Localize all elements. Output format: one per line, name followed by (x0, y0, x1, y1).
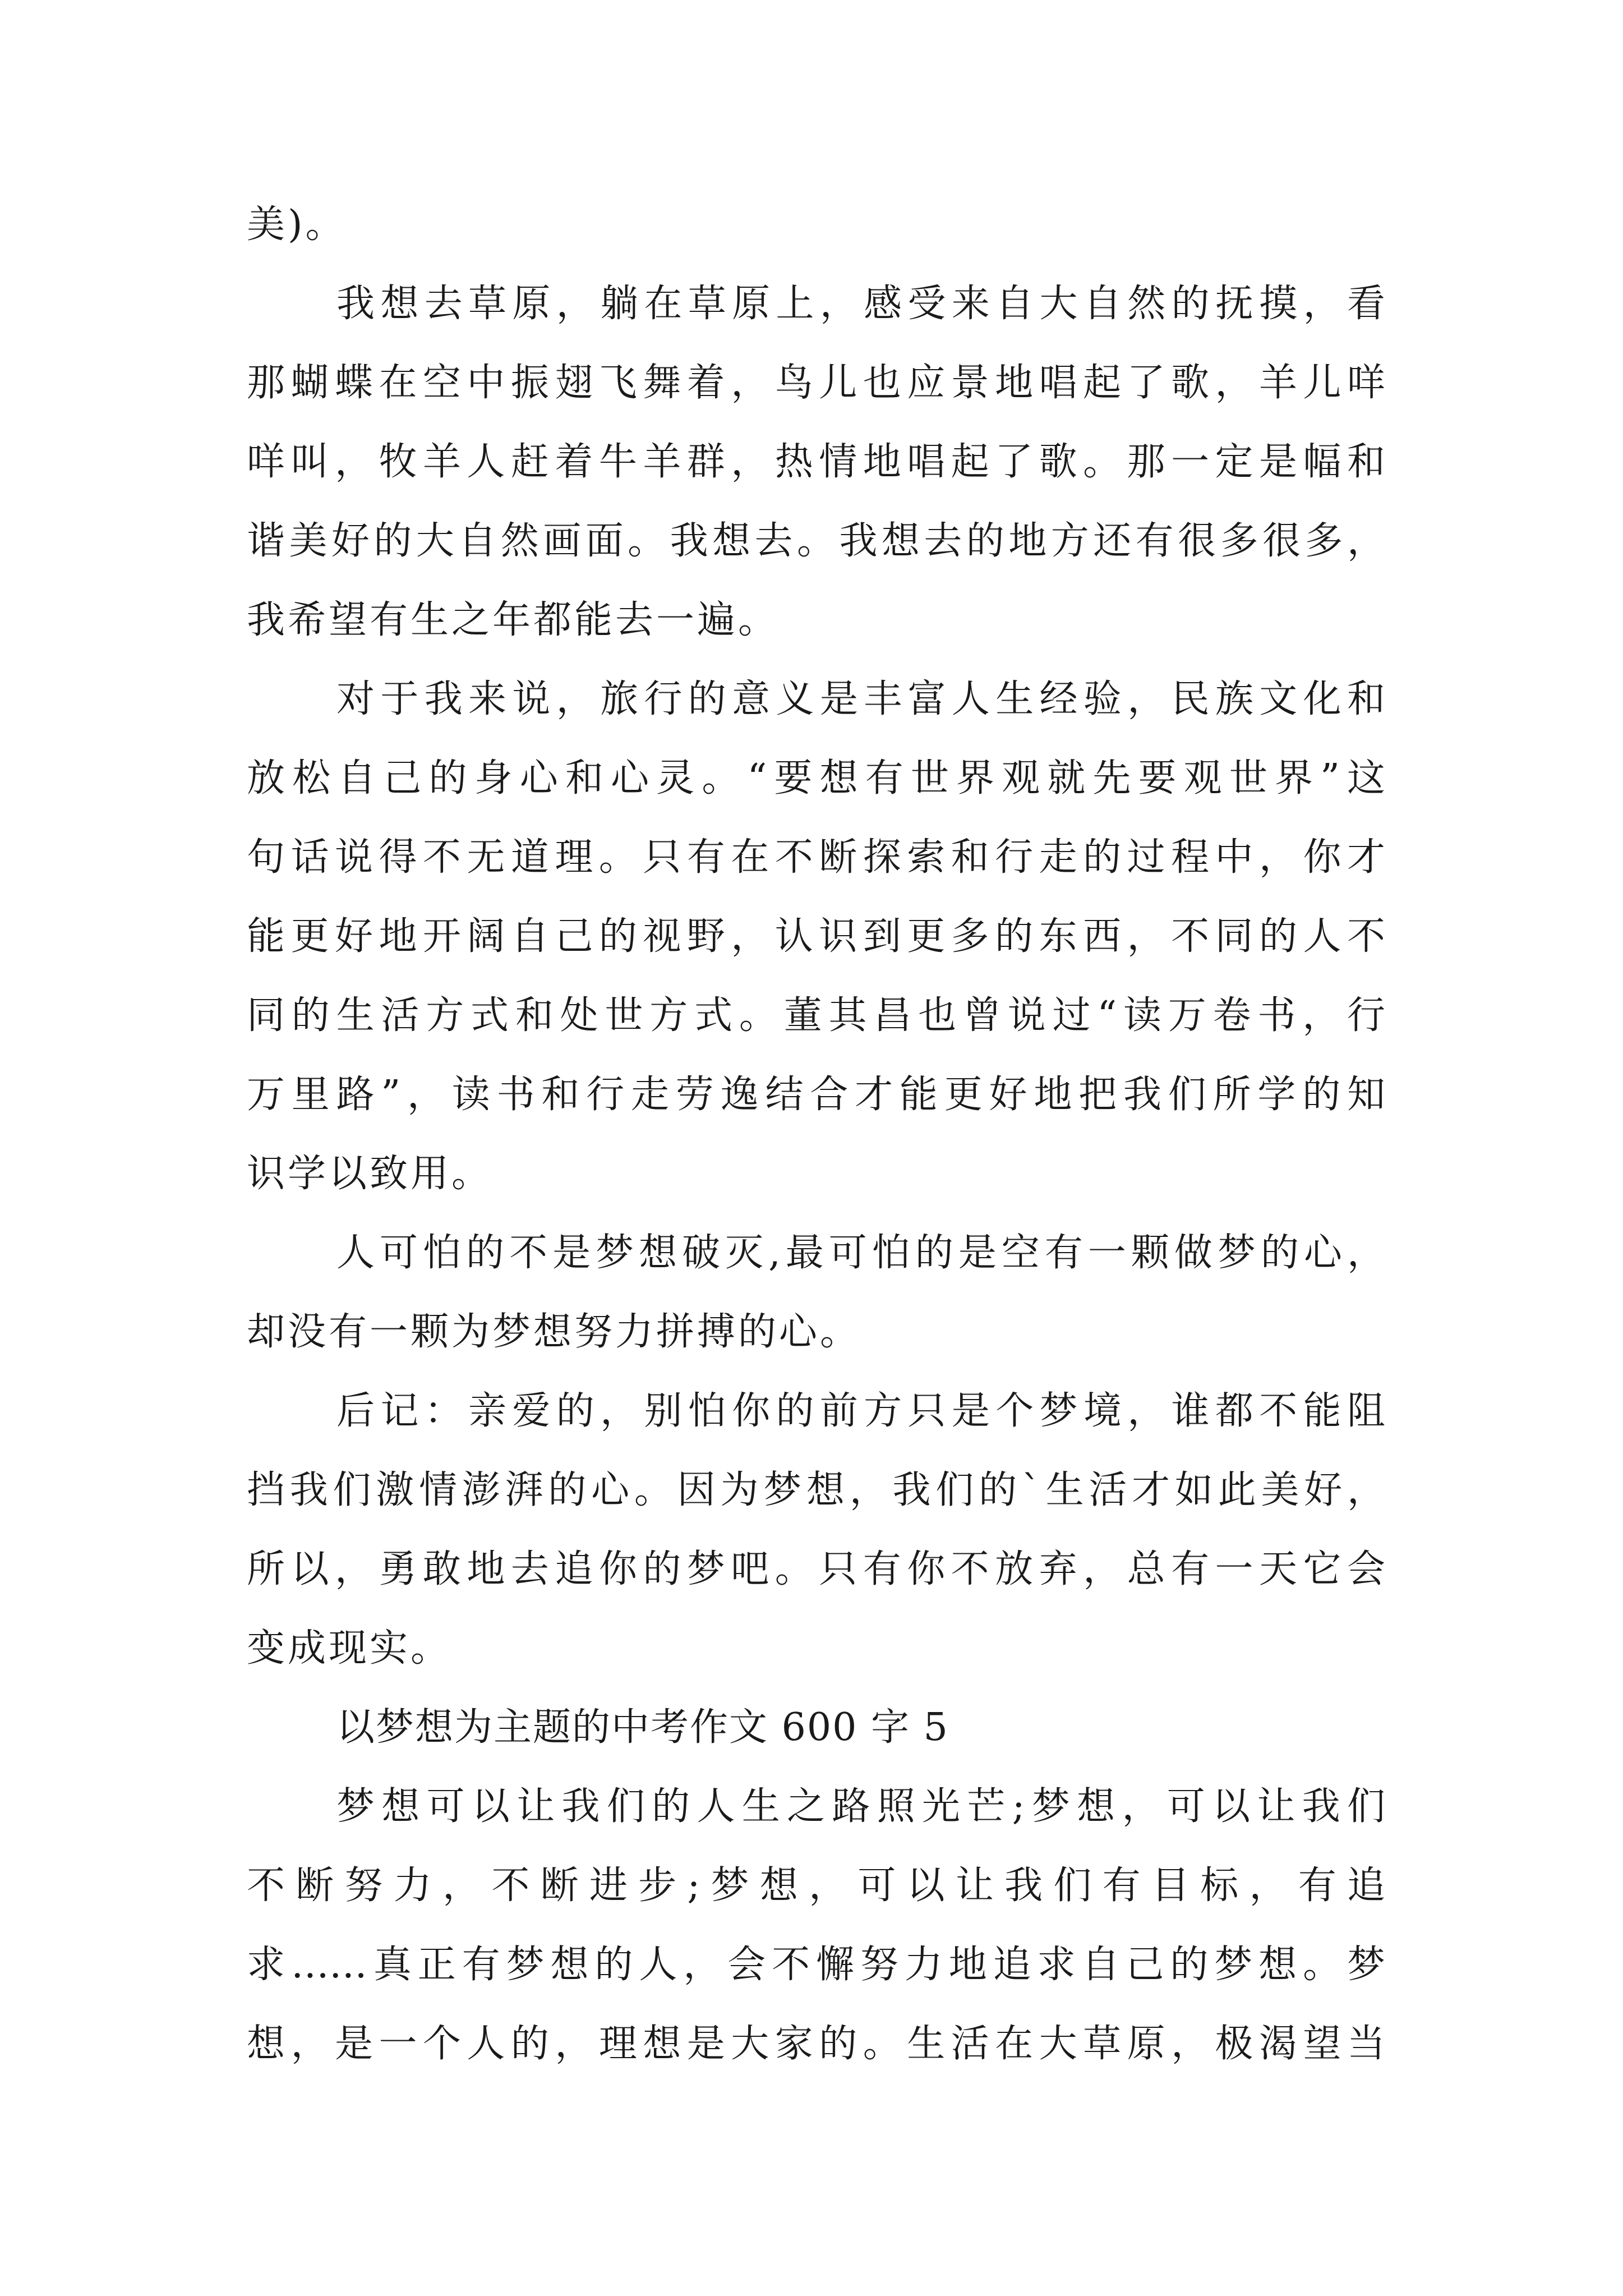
section-heading: 以梦想为主题的中考作文 600 字 5 (336, 1705, 949, 1750)
text-line: 不断努力，不断进步;梦想，可以让我们有目标，有追 (247, 1864, 1385, 1908)
text-line: 能更好地开阔自己的视野，认识到更多的东西，不同的人不 (247, 914, 1385, 959)
text-line: 咩叫，牧羊人赶着牛羊群，热情地唱起了歌。那一定是幅和 (247, 440, 1385, 484)
text-line: 挡我们激情澎湃的心。因为梦想，我们的`生活才如此美好， (247, 1468, 1385, 1512)
text-line: 谐美好的大自然画面。我想去。我想去的地方还有很多很多， (247, 519, 1385, 563)
text-line: 求……真正有梦想的人，会不懈努力地追求自己的梦想。梦 (247, 1943, 1385, 1987)
text-line: 美)。 (247, 203, 347, 247)
text-line: 变成现实。 (247, 1626, 452, 1671)
text-line: 那蝴蝶在空中振翅飞舞着，鸟儿也应景地唱起了歌，羊儿咩 (247, 361, 1385, 405)
text-line: 所以，勇敢地去追你的梦吧。只有你不放弃，总有一天它会 (247, 1547, 1385, 1591)
text-line: 梦想可以让我们的人生之路照光芒;梦想，可以让我们 (336, 1784, 1385, 1829)
document-body (247, 185, 1385, 2083)
text-line: 想，是一个人的，理想是大家的。生活在大草原，极渴望当 (247, 2022, 1385, 2066)
text-line: 同的生活方式和处世方式。董其昌也曾说过“读万卷书，行 (247, 993, 1385, 1038)
text-line: 放松自己的身心和心灵。“要想有世界观就先要观世界”这 (247, 756, 1385, 800)
text-line: 我希望有生之年都能去一遍。 (247, 598, 780, 642)
text-line: 对于我来说，旅行的意义是丰富人生经验，民族文化和 (336, 677, 1385, 721)
text-line: 我想去草原，躺在草原上，感受来自大自然的抚摸，看 (336, 282, 1385, 326)
text-line: 万里路”，读书和行走劳逸结合才能更好地把我们所学的知 (247, 1073, 1385, 1117)
text-line: 人可怕的不是梦想破灭,最可怕的是空有一颗做梦的心， (336, 1231, 1385, 1275)
text-line: 却没有一颗为梦想努力拼搏的心。 (247, 1310, 861, 1354)
text-line: 句话说得不无道理。只有在不断探索和行走的过程中，你才 (247, 835, 1385, 880)
text-line: 识学以致用。 (247, 1152, 493, 1196)
text-line: 后记：亲爱的，别怕你的前方只是个梦境，谁都不能阻 (336, 1389, 1385, 1433)
